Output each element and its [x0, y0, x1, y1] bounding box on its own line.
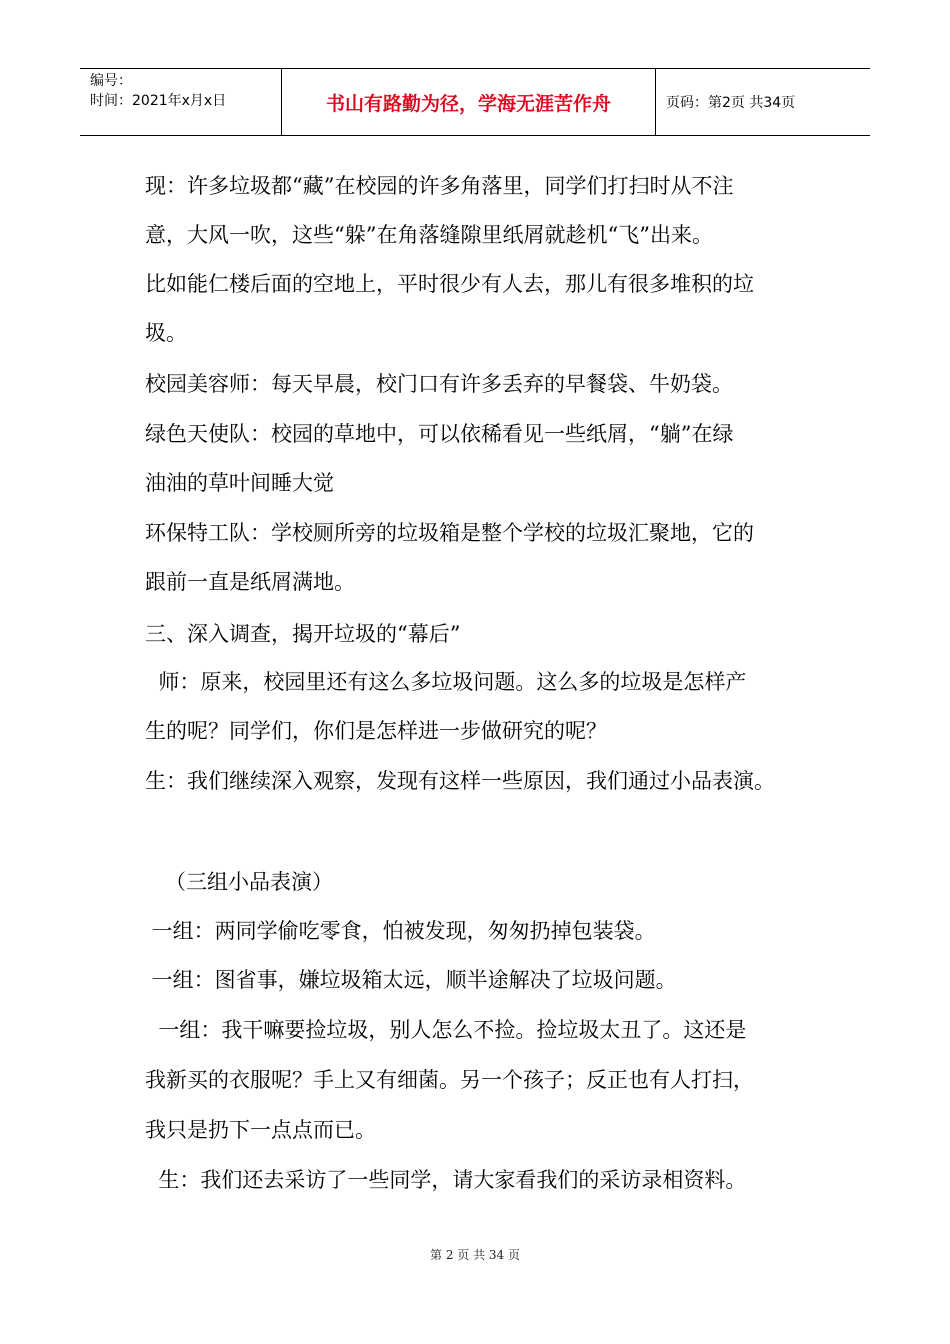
body-line: 圾。	[145, 321, 187, 345]
header-page-number: 页码：第2页 共34页	[666, 95, 796, 111]
header-motto-cell	[282, 69, 656, 135]
header-page-cell	[656, 69, 870, 135]
section-heading: 三、深入调查，揭开垃圾的“幕后”	[145, 622, 461, 646]
body-line: 环保特工队：学校厕所旁的垃圾箱是整个学校的垃圾汇聚地，它的	[145, 521, 754, 545]
document-date-label: 时间：2021年x月x日	[90, 93, 227, 109]
body-line: 我只是扔下一点点而已。	[145, 1118, 376, 1142]
header-motto: 书山有路勤为径，学海无涯苦作舟	[325, 92, 611, 115]
document-header	[80, 68, 870, 136]
body-line: 意，大风一吹，这些“躲”在角落缝隙里纸屑就趁机“飞”出来。	[145, 223, 713, 247]
body-line: 师：原来，校园里还有这么多垃圾问题。这么多的垃圾是怎样产	[145, 670, 747, 694]
body-line: 生的呢？同学们，你们是怎样进一步做研究的呢？	[145, 719, 607, 743]
body-line: 我新买的衣服呢？手上又有细菌。另一个孩子；反正也有人打扫，	[145, 1068, 754, 1092]
body-line: （三组小品表演）	[145, 870, 334, 894]
body-line: 现：许多垃圾都“藏”在校园的许多角落里，同学们打扫时从不注	[145, 174, 734, 198]
body-line: 生：我们还去采访了一些同学，请大家看我们的采访录相资料。	[145, 1168, 747, 1192]
body-line: 校园美容师：每天早晨，校门口有许多丢弃的早餐袋、牛奶袋。	[145, 372, 733, 396]
page-footer: 第 2 页 共 34 页	[430, 1248, 520, 1262]
body-line: 比如能仁楼后面的空地上，平时很少有人去，那儿有很多堆积的垃	[145, 272, 754, 296]
body-line: 一组：我干嘛要捡垃圾，别人怎么不捡。捡垃圾太丑了。这还是	[145, 1018, 747, 1042]
body-line: 跟前一直是纸屑满地。	[145, 570, 355, 594]
body-line: 一组：两同学偷吃零食，怕被发现，匆匆扔掉包装袋。	[145, 919, 656, 943]
body-line: 绿色天使队：校园的草地中，可以依稀看见一些纸屑，“躺”在绿	[145, 422, 734, 446]
body-line: 油油的草叶间睡大觉	[145, 471, 334, 495]
document-number-label: 编号：	[90, 73, 132, 89]
body-line: 一组：图省事，嫌垃圾箱太远，顺半途解决了垃圾问题。	[145, 968, 677, 992]
body-line: 生：我们继续深入观察，发现有这样一些原因，我们通过小品表演。	[145, 769, 775, 793]
header-meta-cell	[80, 69, 282, 135]
